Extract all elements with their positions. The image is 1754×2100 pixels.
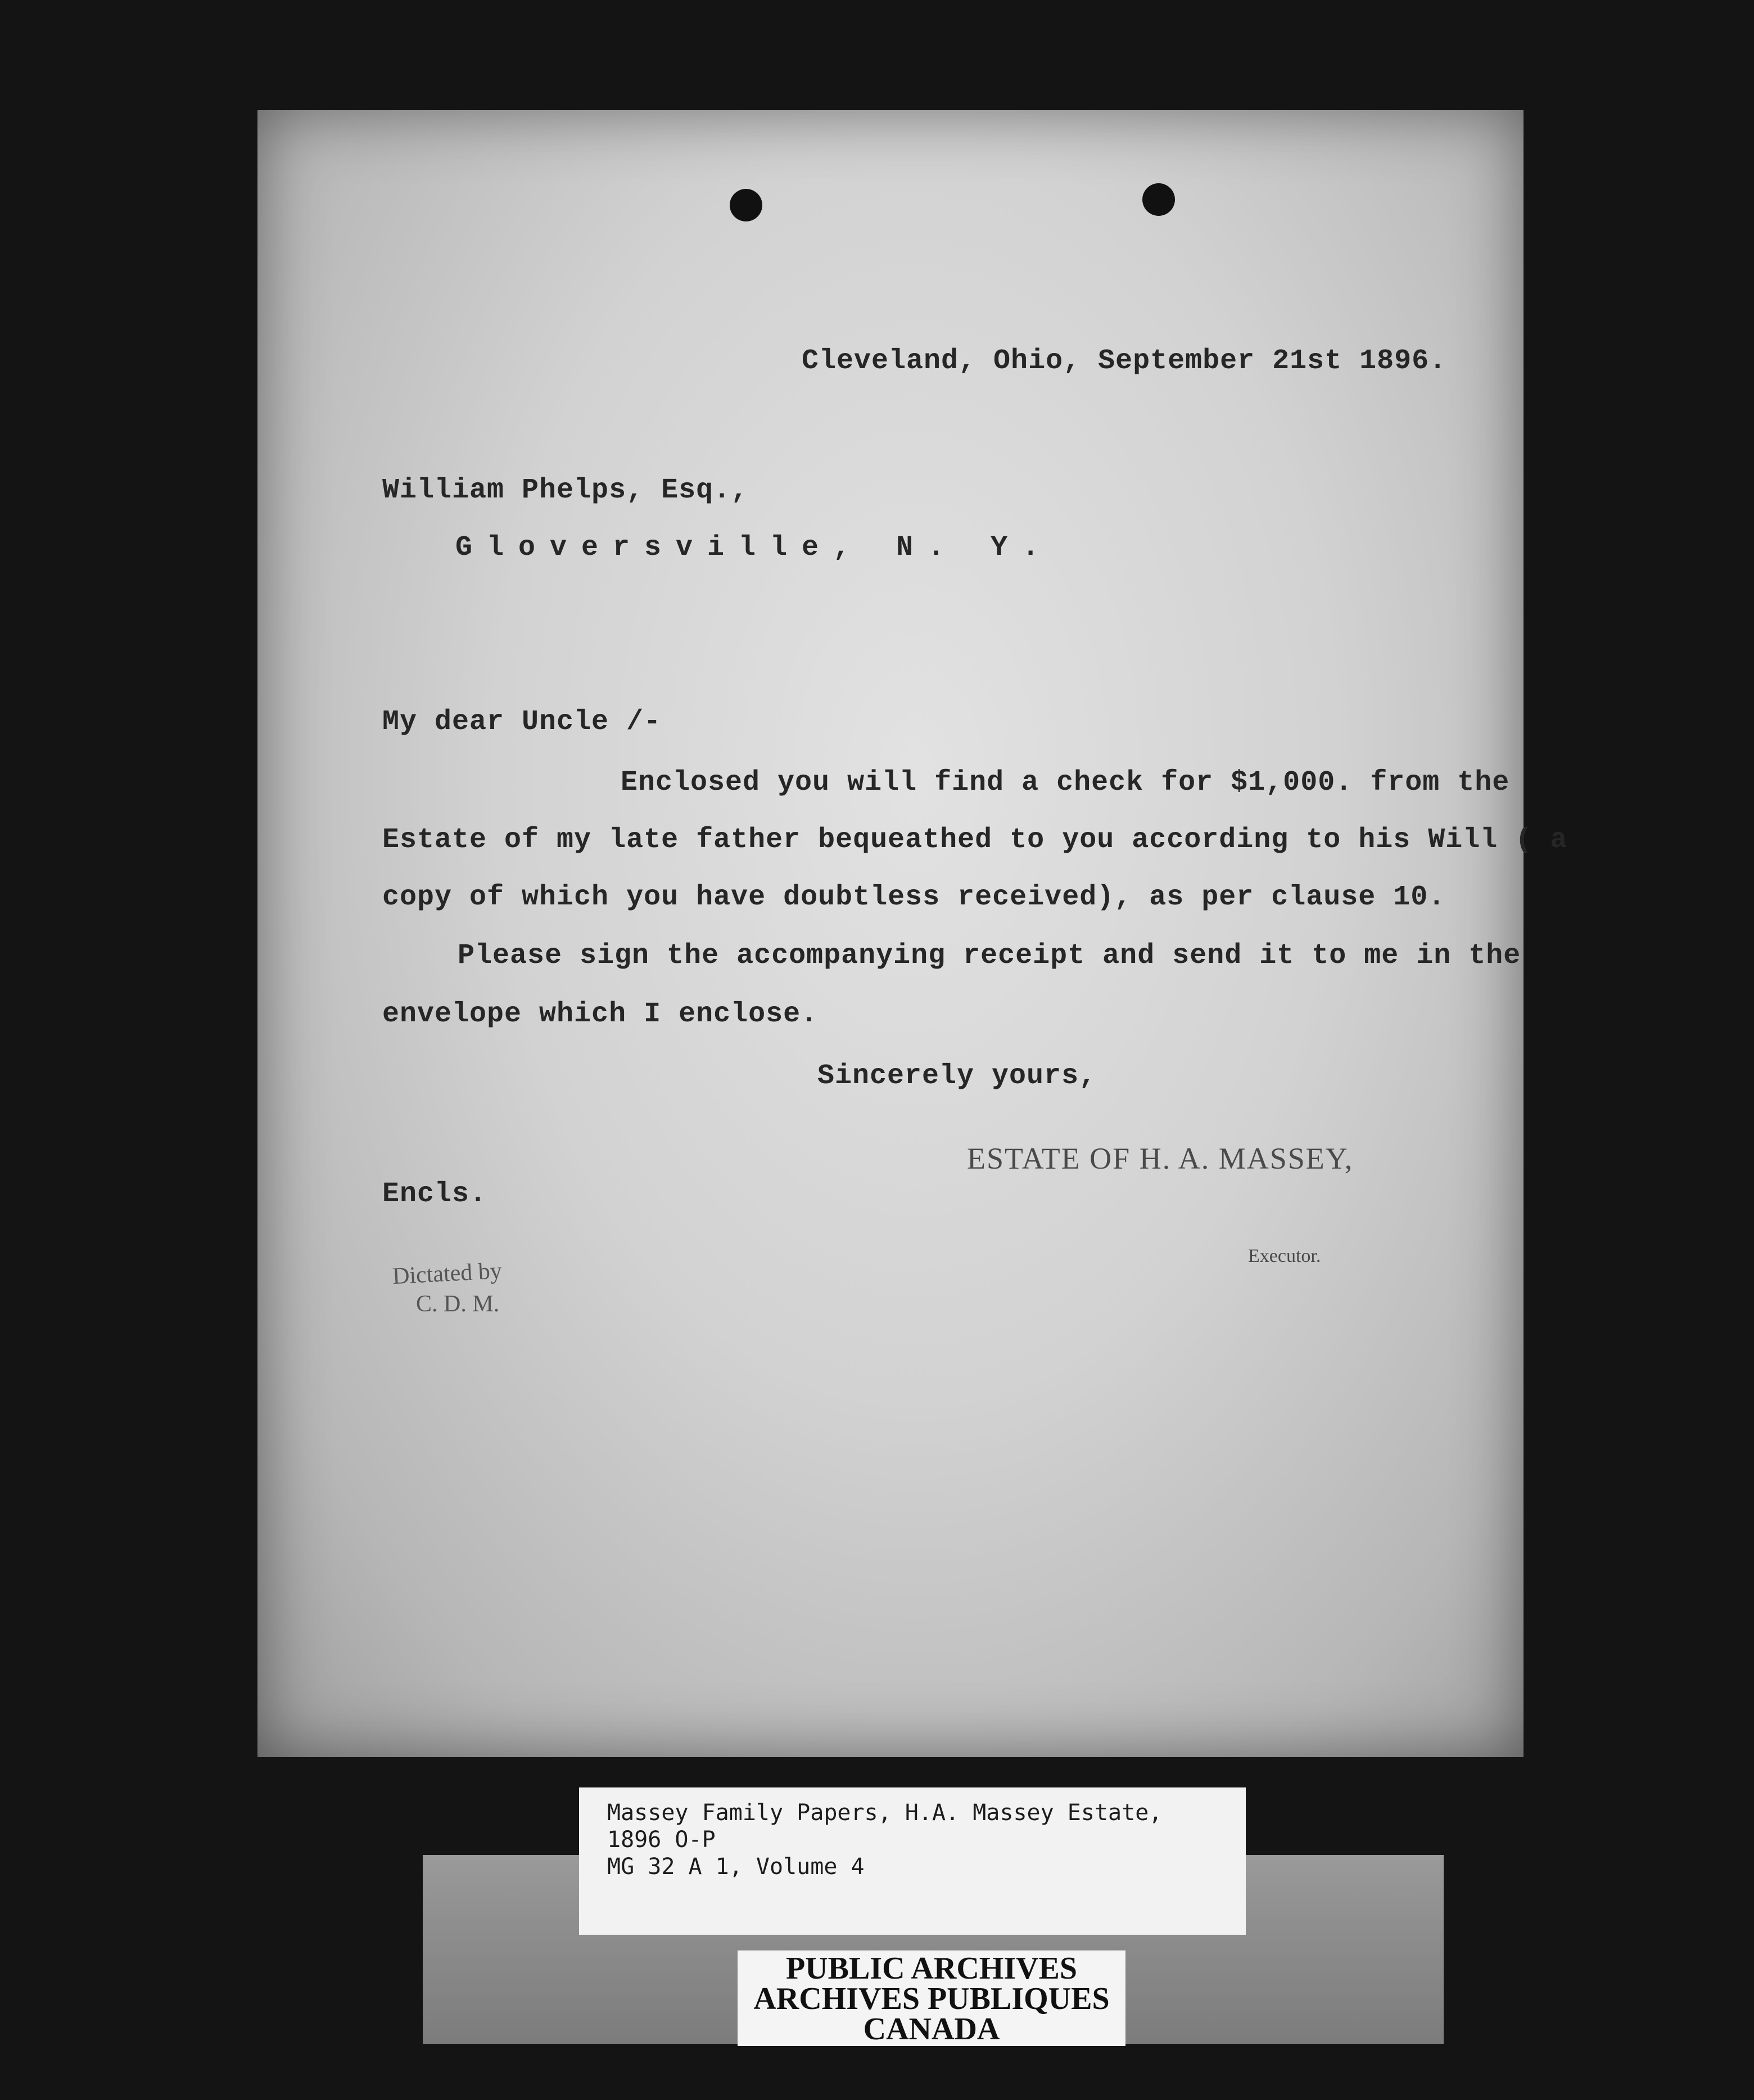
body-line: envelope which I enclose. <box>382 998 819 1030</box>
archive-reference-card <box>579 1787 1246 1935</box>
reference-line: MG 32 A 1, Volume 4 <box>607 1854 865 1880</box>
body-line: copy of which you have doubtless received), as per clause 10. <box>382 881 1446 913</box>
body-line: Estate of my late father bequeathed to you according to his Will ( a <box>382 824 1568 856</box>
closing: Sincerely yours, <box>817 1060 1097 1092</box>
punch-hole-left <box>730 189 762 221</box>
archive-stamp-line: ARCHIVES PUBLIQUES <box>753 1981 1110 2016</box>
salutation: My dear Uncle /- <box>382 706 662 738</box>
signature-role: Executor. <box>1248 1246 1321 1266</box>
recipient-name: William Phelps, Esq., <box>382 474 749 506</box>
punch-hole-right <box>1142 183 1175 216</box>
archive-stamp-line: PUBLIC ARCHIVES <box>785 1951 1078 1986</box>
recipient-city: Gloversville, N. Y. <box>455 532 1054 564</box>
reference-line: Massey Family Papers, H.A. Massey Estate, <box>607 1800 1163 1826</box>
body-line: Please sign the accompanying receipt and send it to me in the <box>458 940 1521 972</box>
reference-line: 1896 O-P <box>607 1827 716 1853</box>
dictated-initials: C. D. M. <box>416 1291 500 1317</box>
public-archives-stamp <box>738 1950 1125 2046</box>
dictated-by-line: Dictated by <box>391 1257 503 1290</box>
archive-stamp-line: CANADA <box>863 2012 1000 2047</box>
body-line: Enclosed you will find a check for $1,000. from the <box>621 767 1510 799</box>
signature-stamp: ESTATE OF H. A. MASSEY, <box>967 1142 1354 1175</box>
letter-sheet <box>257 110 1568 1757</box>
dateline: Cleveland, Ohio, September 21st 1896. <box>802 345 1447 377</box>
enclosure-note: Encls. <box>382 1178 487 1210</box>
